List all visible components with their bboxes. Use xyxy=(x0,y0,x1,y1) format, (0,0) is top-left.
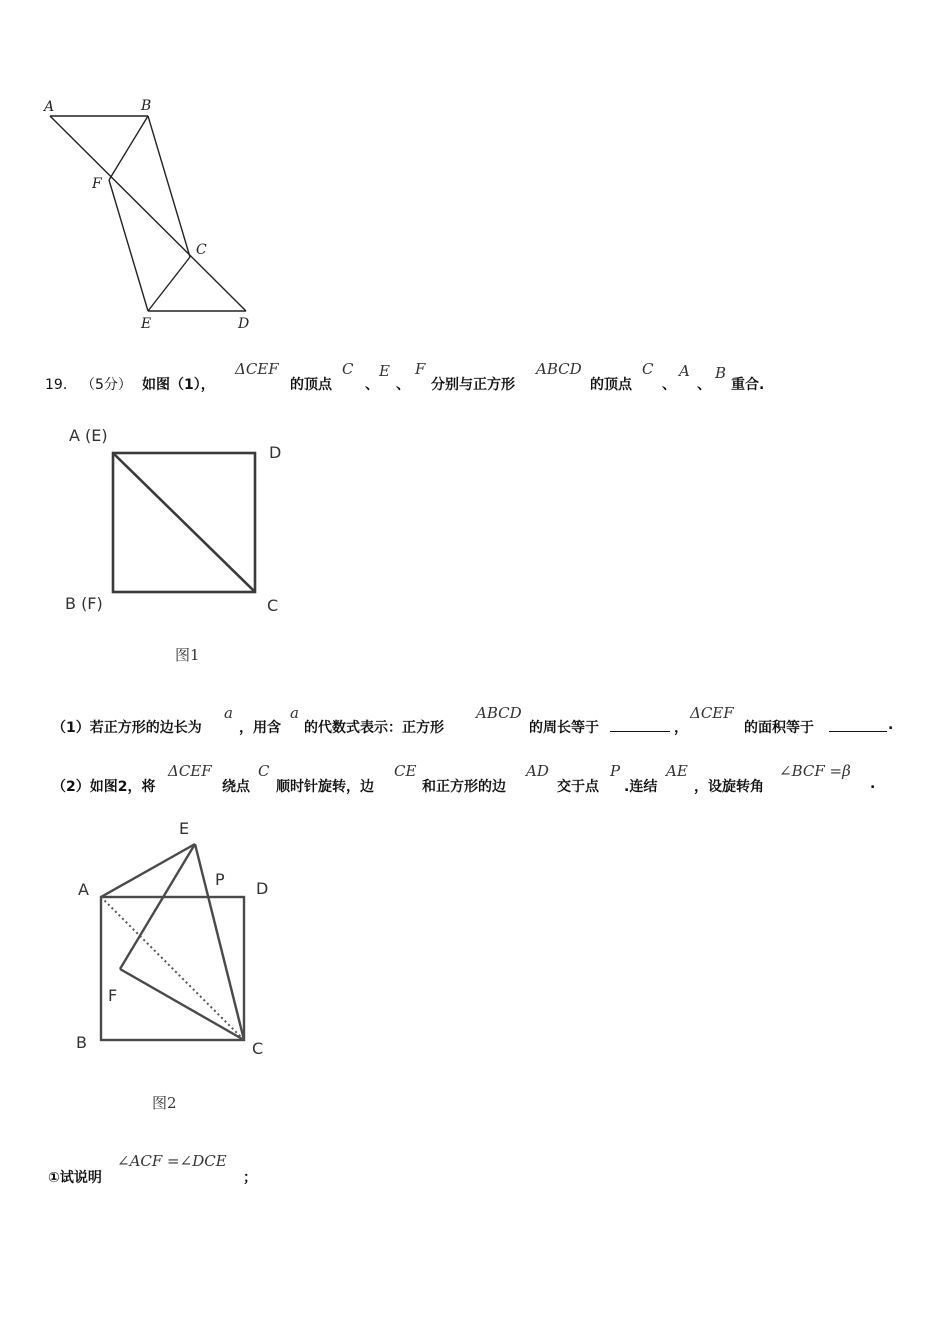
label-d: D xyxy=(269,443,282,462)
q19-sep1: 、 xyxy=(365,377,379,393)
figure-1 xyxy=(55,420,315,675)
label-a: A xyxy=(78,880,89,899)
label-e: E xyxy=(179,819,190,838)
part1-t6: 的面积等于 xyxy=(744,720,814,736)
question-number: 19． xyxy=(45,377,77,393)
sub1-expr: ∠ACF =∠DCE xyxy=(117,1152,227,1170)
part2-t1: （2）如图2，将 xyxy=(52,779,156,795)
figure-top xyxy=(40,92,270,337)
answer-blank-area[interactable] xyxy=(829,717,887,732)
figure-1-lines xyxy=(113,453,255,592)
part1-t7: . xyxy=(888,717,894,733)
figure-2 xyxy=(60,810,300,1120)
q19-sep3: 、 xyxy=(662,377,676,393)
q19-sq-abcd: ABCD xyxy=(536,360,582,378)
part1-t1: （1）若正方形的边长为 xyxy=(52,720,202,736)
label-d: D xyxy=(238,316,250,332)
part1-t5: ， xyxy=(674,720,688,736)
label-c: C xyxy=(196,242,207,258)
label-b: B xyxy=(141,98,152,114)
part2-c: C xyxy=(258,762,270,780)
label-e: E xyxy=(141,316,152,332)
sub1-t2: ； xyxy=(243,1170,257,1186)
q19-text-b: 的顶点 xyxy=(290,377,332,393)
figure-top-lines xyxy=(50,116,246,311)
label-f: F xyxy=(108,986,118,1005)
part1-abcd: ABCD xyxy=(476,704,522,722)
part2-ad: AD xyxy=(526,762,549,780)
part2-t3: 顺时针旋转，边 xyxy=(276,779,374,795)
q19-sep4: 、 xyxy=(697,377,711,393)
part-2-line xyxy=(52,760,932,794)
q19-w2: A xyxy=(679,362,690,380)
sub-question-1-line xyxy=(48,1150,448,1186)
q19-tri-cef: ΔCEF xyxy=(235,360,279,378)
part2-t7: ，设旋转角 xyxy=(694,779,764,795)
figure-2-caption: 图2 xyxy=(152,1094,177,1112)
q19-w1: C xyxy=(642,360,654,378)
part1-a2: a xyxy=(290,704,299,722)
part2-t8: . xyxy=(870,776,876,792)
part2-t6: .连结 xyxy=(624,779,658,795)
label-f: F xyxy=(92,176,102,192)
label-b-f: B (F) xyxy=(65,594,103,613)
question-score: （5分） xyxy=(81,377,132,393)
part2-ce: CE xyxy=(394,762,417,780)
q19-text-c: 分别与正方形 xyxy=(431,377,515,393)
part2-t2: 绕点 xyxy=(222,779,250,795)
label-a-e: A (E) xyxy=(69,426,108,445)
label-c: C xyxy=(252,1039,264,1058)
q19-v2: E xyxy=(379,362,390,380)
q19-text-e: 重合. xyxy=(731,377,765,393)
part2-ae: AE xyxy=(666,762,688,780)
q19-text-a: 如图（1）， xyxy=(142,377,215,393)
part2-angle: ∠BCF =β xyxy=(779,762,851,780)
part2-p: P xyxy=(610,762,621,780)
label-b: B xyxy=(76,1033,87,1052)
part2-cef: ΔCEF xyxy=(168,762,212,780)
q19-text-d: 的顶点 xyxy=(590,377,632,393)
label-d: D xyxy=(256,879,269,898)
label-p: P xyxy=(215,870,225,889)
q19-sep2: 、 xyxy=(396,377,410,393)
label-c: C xyxy=(267,596,279,615)
part1-t2: ，用含 xyxy=(239,720,281,736)
figure-1-caption: 图1 xyxy=(175,646,200,664)
part1-a1: a xyxy=(224,704,233,722)
question-19-line xyxy=(45,358,925,392)
part1-cef: ΔCEF xyxy=(690,704,734,722)
label-a: A xyxy=(44,99,55,115)
answer-blank-perimeter[interactable] xyxy=(610,717,670,732)
part-1-line xyxy=(52,702,932,736)
diagonal-ac-dotted xyxy=(101,897,244,1040)
part2-t4: 和正方形的边 xyxy=(422,779,506,795)
q19-w3: B xyxy=(715,364,727,382)
part1-t4: 的周长等于 xyxy=(529,720,599,736)
q19-v1: C xyxy=(342,360,354,378)
sub1-t1: ①试说明 xyxy=(48,1170,102,1186)
q19-v3: F xyxy=(415,360,426,378)
part2-t5: 交于点 xyxy=(557,779,599,795)
part1-t3: 的代数式表示：正方形 xyxy=(304,720,444,736)
